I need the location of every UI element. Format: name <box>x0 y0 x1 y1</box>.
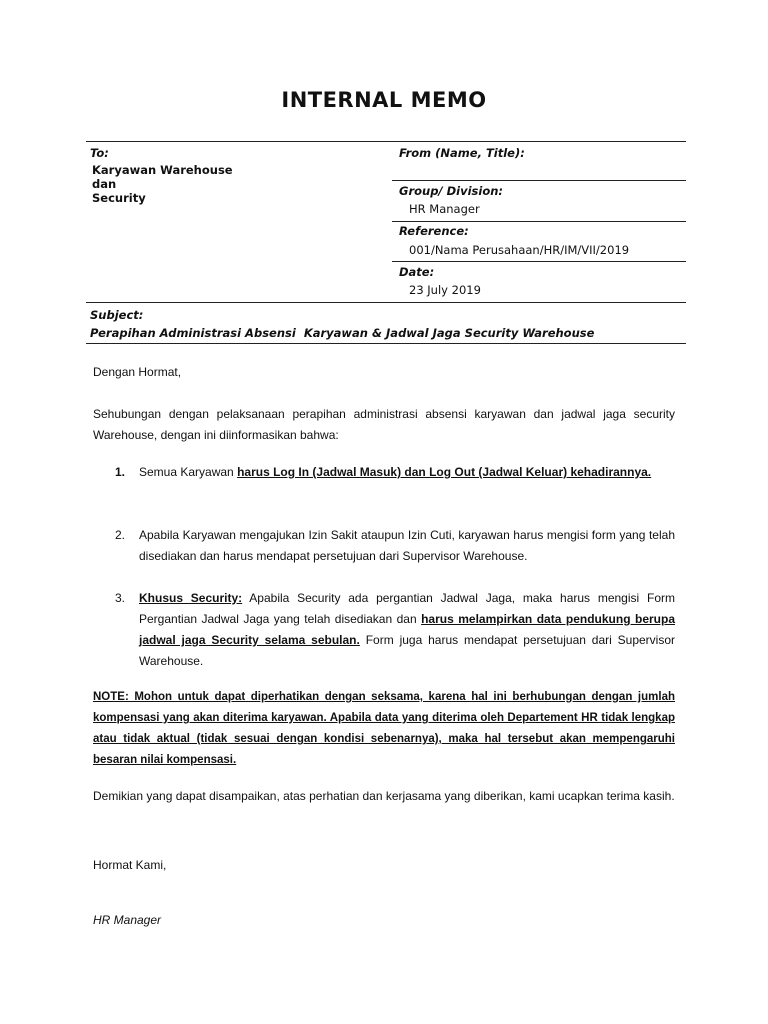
item-1-bold: harus Log In (Jadwal Masuk) dan Log Out (Jadwal Keluar) kehadirannya. <box>237 465 652 479</box>
reference-value: 001/Nama Perusahaan/HR/IM/VII/2019 <box>409 243 630 257</box>
item-2-number: 2. <box>115 528 126 542</box>
item-3-post: Form juga harus mendapat persetujuan dari Supervisor Warehouse. <box>139 633 676 668</box>
item-3-mid: Apabila Security ada pergantian Jadwal Jaga, maka harus mengisi Form Pergantian Jadwal Jaga yang telah disediakan dan <box>139 591 675 626</box>
item-3-number: 3. <box>115 591 126 605</box>
intro-paragraph: Sehubungan dengan pelaksanaan perapihan administrasi absensi karyawan dan jadwal jaga security Warehouse, dengan ini diinformasikan bahwa: <box>93 407 675 442</box>
regards: Hormat Kami, <box>93 858 167 872</box>
item-3-text <box>139 588 675 672</box>
item-2-text: Apabila Karyawan mengajukan Izin Sakit ataupun Izin Cuti, karyawan harus mengisi form yang telah disediakan dan harus mendapat persetujuan dari Supervisor Warehouse. <box>139 528 675 563</box>
reference-rule <box>392 221 686 222</box>
closing-paragraph: Demikian yang dapat disampaikan, atas perhatian dan kerjasama yang diberikan, kami ucapkan terima kasih. <box>93 789 675 803</box>
item-1-text <box>139 462 675 483</box>
reference-label: Reference: <box>399 224 469 238</box>
subject-bottom-rule <box>86 343 686 344</box>
item-1-pre: Semua Karyawan <box>139 465 238 479</box>
from-label: From (Name, Title): <box>399 146 525 160</box>
to-line-1: Karyawan Warehouse <box>92 163 233 177</box>
subject-top-rule <box>86 302 686 303</box>
greeting: Dengan Hormat, <box>93 365 182 379</box>
to-line-2: dan <box>92 177 117 191</box>
item-3-bold2: harus melampirkan data pendukung berupa jadwal jaga Security selama sebulan. <box>139 612 675 647</box>
to-line-3: Security <box>92 191 146 205</box>
date-label: Date: <box>399 265 435 279</box>
date-rule <box>392 261 686 262</box>
memo-title: INTERNAL MEMO <box>281 88 487 112</box>
group-rule <box>392 180 686 181</box>
note-paragraph: NOTE: Mohon untuk dapat diperhatikan dengan seksama, karena hal ini berhubungan dengan jumlah kompensasi yang akan diterima karyawan. Apabila data yang diterima oleh Departement HR tidak lengkap atau tidak aktual (tidak sesuai dengan kondisi sebenarnya), maka hal tersebut akan mempengaruhi besaran nilai kompensasi. <box>93 691 675 766</box>
item-3-bold: Khusus Security: <box>139 591 243 605</box>
signature: HR Manager <box>93 913 162 927</box>
item-1-number: 1. <box>115 465 126 479</box>
group-label: Group/ Division: <box>399 184 504 198</box>
to-label: To: <box>90 146 109 160</box>
date-value: 23 July 2019 <box>409 283 481 297</box>
header-top-rule <box>86 141 686 142</box>
subject-label: Subject: <box>90 308 144 322</box>
subject-value: Perapihan Administrasi Absensi Karyawan & Jadwal Jaga Security Warehouse <box>90 326 595 340</box>
group-value: HR Manager <box>409 202 480 216</box>
